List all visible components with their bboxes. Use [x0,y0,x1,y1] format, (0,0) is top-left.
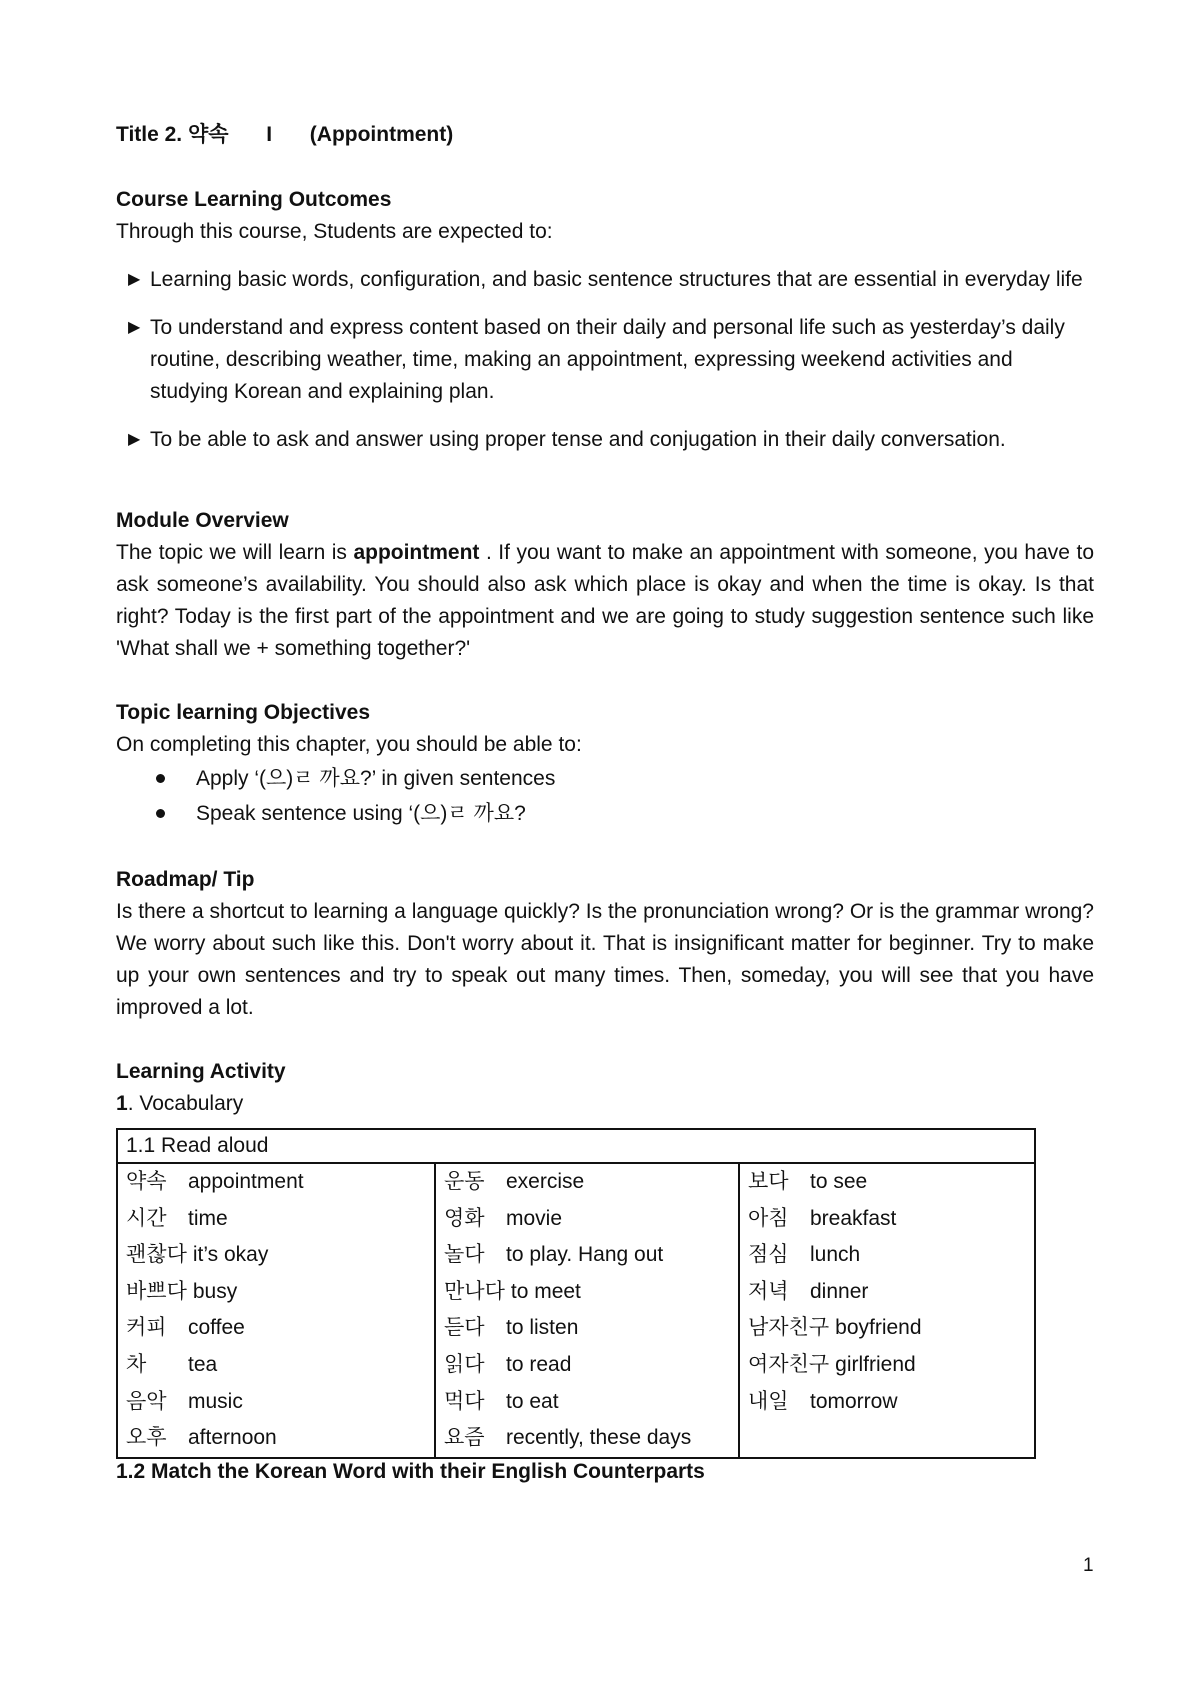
vocab-column [435,1163,739,1458]
vocab-korean: 운동 [444,1170,485,1193]
outcome-item [116,424,1094,456]
objective-text: Apply ‘(으)ㄹ 까요?’ in given sentences [196,767,556,790]
vocab-korean: 먹다 [444,1389,485,1413]
vocab-entry [126,1420,426,1457]
vocab-english: lunch [810,1243,861,1267]
activity-section [116,1056,1094,1120]
vocab-entry [444,1347,730,1384]
vocab-english: to see [810,1170,868,1193]
vocab-english: time [188,1206,228,1230]
vocab-korean: 읽다 [444,1352,485,1376]
vocab-english: appointment [188,1170,304,1193]
arrow-bullet-icon: ▶ [128,431,141,448]
vocab-english: movie [506,1206,563,1230]
vocab-entry [126,1164,426,1201]
objectives-section [116,697,1094,831]
vocab-entry [444,1420,730,1457]
vocab-entry [748,1420,1026,1457]
match-section [116,1456,1094,1488]
objective-item [116,796,1094,831]
vocab-korean: 만나다 [444,1279,505,1303]
title-mark: I [266,123,273,146]
overview-section [116,505,1094,665]
vocab-korean: 커피 [126,1316,167,1340]
vocab-entry [126,1201,426,1238]
vocab-english: to eat [506,1389,559,1413]
vocab-korean: 내일 [748,1389,789,1413]
vocab-korean: 남자친구 [748,1316,830,1340]
vocab-english: breakfast [810,1206,897,1230]
outcomes-heading: Course Learning Outcomes [116,188,392,211]
vocab-entry [126,1237,426,1274]
overview-keyword: appointment [353,541,480,564]
vocab-entry [748,1347,1026,1384]
vocab-entry [748,1164,1026,1201]
title-english: (Appointment) [309,123,454,146]
vocab-entry [126,1310,426,1347]
vocab-entry [748,1384,1026,1421]
vocab-entry [444,1384,730,1421]
objectives-intro: On completing this chapter, you should be able to: [116,733,582,756]
vocab-english: to listen [506,1316,579,1340]
vocab-english: girlfriend [835,1352,916,1376]
vocab-korean: 영화 [444,1206,485,1230]
vocab-english: music [188,1389,243,1413]
vocab-entry [748,1201,1026,1238]
vocab-entry [126,1347,426,1384]
roadmap-section [116,864,1094,1024]
vocab-korean: 오후 [126,1426,167,1450]
vocab-english: tomorrow [810,1389,898,1413]
activity-subheading: 1. Vocabulary [116,1092,244,1115]
outcome-text: Learning basic words, configuration, and basic sentence structures that are essential in everyday life [150,268,1083,291]
vocab-korean: 듣다 [444,1316,485,1340]
arrow-bullet-icon: ▶ [128,319,141,336]
vocab-entry [748,1274,1026,1311]
vocab-column [117,1163,435,1458]
roadmap-heading: Roadmap/ Tip [116,868,255,891]
vocab-entry [444,1164,730,1201]
activity-heading: Learning Activity [116,1060,286,1083]
vocab-english: to play. Hang out [506,1243,664,1267]
bullet-dot-icon [156,774,165,783]
page-number: 1 [1083,1555,1094,1576]
vocab-korean: 점심 [748,1243,789,1267]
vocab-entry [444,1274,730,1311]
vocabulary-table [116,1128,1036,1459]
vocab-english: dinner [810,1279,869,1303]
outcome-text: To be able to ask and answer using proper tense and conjugation in their daily conversation. [150,428,1006,451]
objective-item [116,761,1094,796]
page-title [116,118,1094,148]
vocab-entry [444,1310,730,1347]
vocab-korean: 괜찮다 [126,1243,187,1267]
vocab-english: busy [192,1279,238,1303]
outcome-item [116,264,1094,296]
vocab-entry [126,1384,426,1421]
arrow-bullet-icon: ▶ [128,271,141,288]
vocab-korean: 차 [126,1352,147,1376]
vocab-english: coffee [188,1316,245,1340]
outcome-text: To understand and express content based on their daily and personal life such as yesterday’s daily routine, describing weather, time, making an appointment, expressing weekend activities and studying Korean and explaining plan. [150,316,1065,403]
vocab-entry [444,1237,730,1274]
overview-text: The topic we will learn is appointment . If you want to make an appointment with someone, you have to ask someone’s availability. You should also ask which place is okay and when the time is okay. Is that right? Today is the first part of the appointment and we are going to study suggestion sentence such like 'What shall we + something together?' [116,541,1094,660]
match-heading: 1.2 Match the Korean Word with their English Counterparts [116,1460,705,1483]
vocab-korean: 놀다 [444,1243,485,1267]
vocab-korean: 요즘 [444,1426,485,1450]
vocab-english: to read [506,1352,572,1376]
objective-text: Speak sentence using ‘(으)ㄹ 까요? [196,802,526,825]
vocab-korean: 음악 [126,1389,167,1413]
vocab-korean: 보다 [748,1170,789,1193]
vocab-korean: 아침 [748,1206,789,1230]
vocab-korean: 약속 [126,1170,167,1193]
vocab-english: recently, these days [506,1426,692,1450]
vocab-english: to meet [510,1279,581,1303]
vocab-korean: 저녁 [748,1279,789,1303]
table-header: 1.1 Read aloud [117,1129,1035,1163]
vocab-english: exercise [506,1170,585,1193]
objectives-heading: Topic learning Objectives [116,701,371,724]
outcome-item [116,312,1094,408]
vocab-english: afternoon [188,1426,277,1450]
vocab-korean: 여자친구 [748,1352,830,1376]
vocab-entry [126,1274,426,1311]
vocab-korean: 시간 [126,1206,167,1230]
title-label: Title 2. [116,123,183,146]
overview-heading: Module Overview [116,509,289,532]
title-korean: 약속 [187,123,229,146]
vocab-column [739,1163,1035,1458]
outcomes-intro: Through this course, Students are expected to: [116,220,553,243]
vocab-korean: 바쁘다 [126,1279,187,1303]
roadmap-text: Is there a shortcut to learning a language quickly? Is the pronunciation wrong? Or is the grammar wrong? We worry about such like this. Don't worry about it. That is insignificant matter for beginner. Try to make up your own sentences and try to speak out many times. Then, someday, you will see that you have improved a lot. [116,900,1094,1019]
vocab-english: tea [188,1352,218,1376]
vocab-entry [748,1310,1026,1347]
bullet-dot-icon [156,809,165,818]
outcomes-section [116,184,1094,248]
vocab-entry [444,1201,730,1238]
vocab-english: it’s okay [192,1243,269,1267]
vocab-english: boyfriend [835,1316,922,1340]
vocab-entry [748,1237,1026,1274]
